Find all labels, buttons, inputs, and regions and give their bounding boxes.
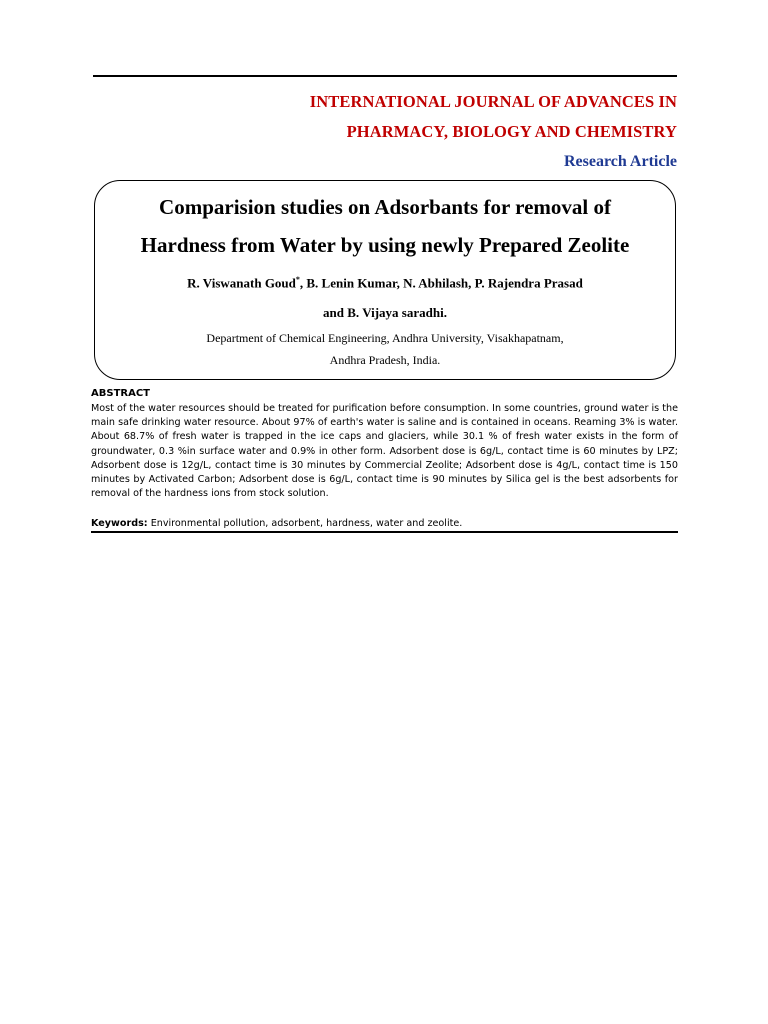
abstract-heading: ABSTRACT: [91, 388, 150, 399]
corresponding-author-mark: *: [295, 275, 300, 284]
title-box: [94, 180, 676, 380]
keywords-rule: [91, 531, 678, 533]
authors-line-2: and B. Vijaya saradhi.: [323, 305, 447, 320]
authors-line-1: [95, 275, 675, 291]
article-title-line-2: Hardness from Water by using newly Prepared Zeolite: [140, 233, 630, 257]
article-type-label: Research Article: [564, 153, 677, 170]
header-rule: [93, 75, 677, 77]
keywords-line: [91, 518, 462, 529]
affiliation-line-1: Department of Chemical Engineering, Andhra University, Visakhapatnam,: [206, 331, 564, 345]
corresponding-author: R. Viswanath Goud: [187, 275, 296, 291]
co-authors: , B. Lenin Kumar, N. Abhilash, P. Rajendra Prasad: [299, 275, 583, 291]
keywords-text: Environmental pollution, adsorbent, hardness, water and zeolite.: [147, 518, 463, 529]
article-title-line-1: Comparision studies on Adsorbants for removal of: [159, 195, 611, 219]
journal-name-line-1: INTERNATIONAL JOURNAL OF ADVANCES IN: [309, 92, 677, 111]
journal-name-line-2: PHARMACY, BIOLOGY AND CHEMISTRY: [346, 122, 677, 141]
abstract-text: Most of the water resources should be treated for purification before consumption. In some countries, ground water is the main safe drinking water resource. About 97% of earth's water is saline and is contained in oceans. Reaming 3% is water. About 68.7% of fresh water is trapped in the ice caps and glaciers, while 30.1 % of fresh water exists in the form of groundwater, 0.3 %in surface water and 0.9% in other form. Adsorbent dose is 6g/L, contact time is 60 minutes by LPZ; Adsorbent dose is 12g/L, contact time is 30 minutes by Commercial Zeolite; Adsorbent dose is 4g/L, contact time is 150 minutes by Activated Carbon; Adsorbent dose is 6g/L, contact time is 90 minutes by Silica gel is the best adsorbents for removal of the hardness ions from stock solution.: [91, 403, 678, 500]
affiliation-line-2: Andhra Pradesh, India.: [329, 353, 441, 367]
keywords-label: Keywords:: [91, 518, 148, 529]
